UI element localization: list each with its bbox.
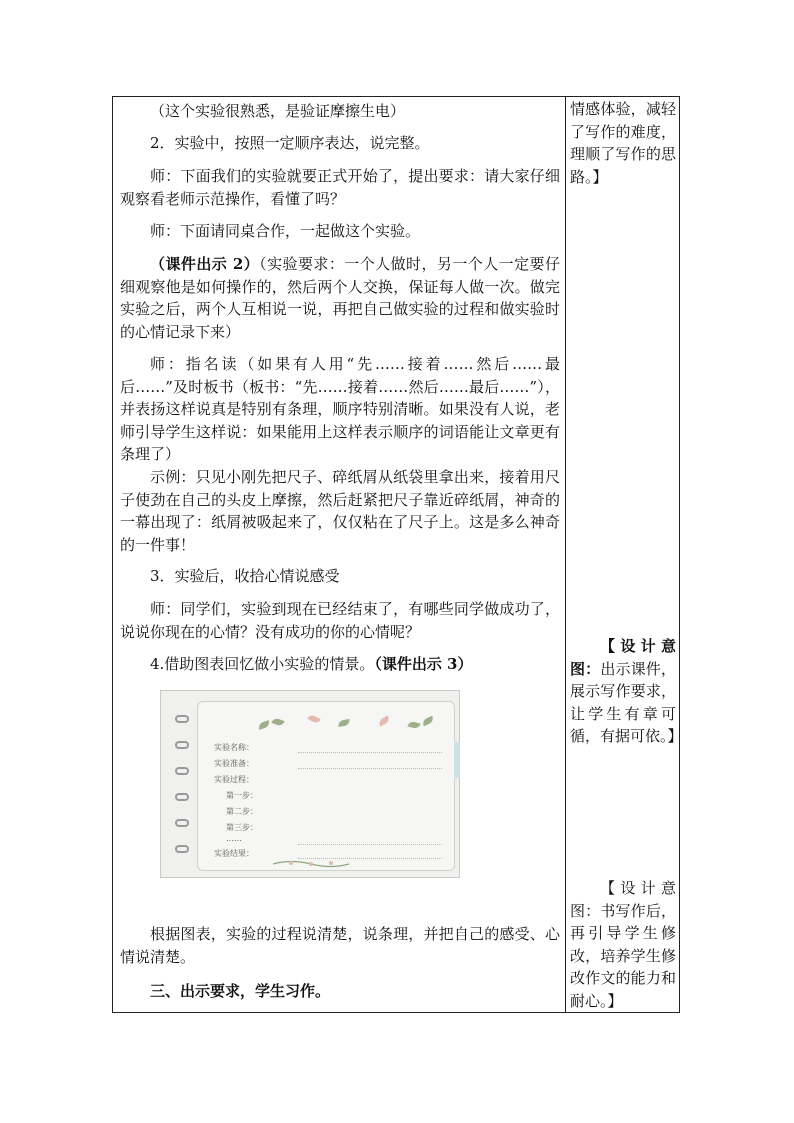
notebook-page bbox=[197, 701, 455, 871]
chart-label: 第三步： bbox=[226, 823, 258, 832]
notebook-tab bbox=[454, 742, 460, 778]
chart-label: 实验准备： bbox=[214, 759, 254, 768]
dotted-line bbox=[298, 768, 442, 769]
paragraph-10-text: 4.借助图表回忆做小实验的情景。 bbox=[150, 655, 375, 673]
side-note-2-text: 出示课件，展示写作要求，让学生有章可循，有据可依。】 bbox=[570, 659, 683, 745]
paragraph-5 bbox=[120, 253, 560, 343]
chart-label: 实验名称： bbox=[214, 743, 254, 752]
paragraph-11: 根据图表，实验的过程说清楚，说条理，并把自己的感受、心情说清楚。 bbox=[120, 925, 560, 966]
courseware-label-2: （课件出示 2） bbox=[150, 255, 260, 273]
experiment-record-image bbox=[160, 690, 460, 878]
floral-border bbox=[271, 859, 351, 869]
paragraph-1: （这个实验很熟悉，是验证摩擦生电） bbox=[150, 102, 406, 120]
paragraph-5-text: （实验要求：一个人做时，另一个人一定要仔细观察他是如何操作的，然后两个人交换，保证每人做一次。做完实验之后，两个人互相说一说，再把自己做实验的过程和做实验时的心情记录下来） bbox=[120, 255, 560, 341]
dotted-line bbox=[298, 844, 442, 845]
paragraph-6: 师：指名读（如果有人用“先……接着……然后……最后……”及时板书（板书：“先……接着……然后……最后……”），并表扬这样说真是特别有条理，顺序特别清晰。如果没有人说，老师引导学生这样说：如果能用上这样表示顺序的词语能让文章更有条理了） bbox=[120, 355, 560, 463]
design-intent-label: 【设计意图： bbox=[570, 637, 676, 678]
paragraph-9: 师：同学们，实验到现在已经结束了，有哪些同学做成功了，说说你现在的心情？没有成功的你的心情呢？ bbox=[120, 600, 560, 641]
paragraph-2: 2．实验中，按照一定顺序表达，说完整。 bbox=[150, 134, 430, 152]
chart-label: 实验过程： bbox=[214, 775, 254, 784]
chart-label: 第二步： bbox=[226, 807, 258, 816]
binder-ring bbox=[175, 819, 189, 827]
binder-ring bbox=[175, 845, 189, 853]
courseware-label-3: （课件出示 3） bbox=[374, 655, 473, 673]
paragraph-8: 3．实验后，收拾心情说感受 bbox=[150, 567, 340, 585]
paragraph-10 bbox=[120, 653, 560, 676]
side-note-1: 情感体验，减轻了写作的难度，理顺了写作的思路。】 bbox=[570, 100, 676, 186]
column-divider bbox=[565, 96, 566, 1013]
binder-ring bbox=[175, 715, 189, 723]
paragraph-4: 师：下面请同桌合作，一起做这个实验。 bbox=[150, 222, 421, 240]
binder-ring bbox=[175, 741, 189, 749]
paragraph-3: 师：下面我们的实验就要正式开始了，提出要求：请大家仔细观察看老师示范操作，看懂了吗？ bbox=[120, 167, 560, 208]
chart-label: 第一步： bbox=[226, 791, 258, 800]
dotted-line bbox=[298, 752, 442, 753]
side-note-3: 【设计意图：书写作后，再引导学生修改，培养学生修改作文的能力和耐心。】 bbox=[570, 879, 676, 1010]
chart-label: 实验结果： bbox=[214, 849, 254, 858]
side-note-2 bbox=[570, 635, 683, 748]
section-heading-3: 三、出示要求，学生习作。 bbox=[150, 982, 331, 1000]
chart-label: …… bbox=[226, 834, 242, 843]
binder-ring bbox=[175, 767, 189, 775]
binder-ring bbox=[175, 793, 189, 801]
paragraph-7: 示例：只见小刚先把尺子、碎纸屑从纸袋里拿出来，接着用尺子使劲在自己的头皮上摩擦，然后赶紧把尺子靠近碎纸屑，神奇的一幕出现了：纸屑被吸起来了，仅仅粘在了尺子上。这是多么神奇的一件事！ bbox=[120, 468, 560, 554]
leaf-decoration bbox=[238, 714, 428, 732]
